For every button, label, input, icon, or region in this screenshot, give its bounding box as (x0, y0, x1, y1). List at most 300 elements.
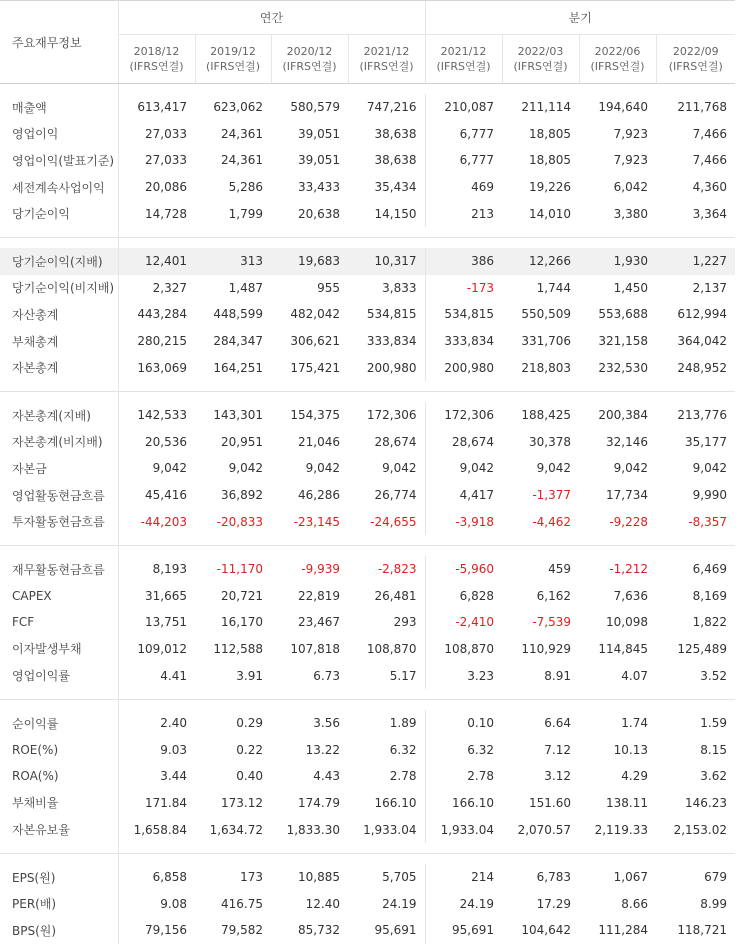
table-cell: 3,364 (692, 206, 727, 221)
table-cell: 20,638 (298, 206, 340, 221)
table-cell: 4,360 (692, 180, 727, 195)
section-spacer (0, 227, 735, 238)
table-cell: 955 (317, 280, 340, 295)
table-cell: 151.60 (529, 795, 571, 810)
table-cell: 6,828 (425, 583, 502, 610)
table-cell: 2.78 (425, 763, 502, 790)
table-cell: 623,062 (213, 100, 263, 115)
period-date: 2021/12 (440, 45, 487, 58)
table-cell: 17.29 (536, 896, 571, 911)
table-cell: 0.22 (236, 742, 263, 757)
table-cell: -173 (425, 275, 502, 302)
table-cell: 416.75 (221, 896, 263, 911)
table-cell: 143,301 (213, 408, 263, 423)
table-cell: 200,384 (598, 408, 648, 423)
table-cell: 7,466 (692, 153, 727, 168)
table-cell: 4,417 (425, 482, 502, 509)
table-cell: 22,819 (298, 588, 340, 603)
table-cell: 104,642 (521, 923, 571, 938)
period-header (195, 35, 271, 84)
table-cell: 171.84 (145, 795, 187, 810)
table-cell: 30,378 (529, 434, 571, 449)
table-row (0, 328, 735, 355)
row-label: 영업이익(발표기준) (0, 147, 118, 174)
period-date: 2020/12 (286, 45, 333, 58)
table-cell: 10.13 (613, 742, 648, 757)
row-label: ROE(%) (0, 736, 118, 763)
table-cell: 3,833 (382, 280, 417, 295)
table-cell: 3.52 (700, 668, 727, 683)
table-row (0, 816, 735, 843)
period-basis: (IFRS연결) (436, 60, 491, 73)
table-row (0, 736, 735, 763)
table-cell: 24,361 (221, 153, 263, 168)
table-cell: 27,033 (145, 153, 187, 168)
table-cell: 35,434 (374, 180, 417, 195)
table-cell: 108,870 (366, 641, 417, 656)
table-cell: -9,939 (301, 562, 340, 577)
table-cell: 31,665 (145, 588, 187, 603)
table-cell: 194,640 (598, 100, 648, 115)
table-cell: 10,885 (298, 870, 340, 885)
table-cell: 24.19 (425, 890, 502, 917)
table-row (0, 429, 735, 456)
period-basis: (IFRS연결) (668, 60, 723, 73)
table-cell: 14,728 (145, 206, 187, 221)
row-label: CAPEX (0, 583, 118, 610)
row-label: FCF (0, 609, 118, 636)
table-row (0, 763, 735, 790)
table-cell: 200,980 (425, 354, 502, 381)
table-cell: 218,803 (521, 360, 571, 375)
table-cell: 111,284 (598, 923, 648, 938)
table-row (0, 609, 735, 636)
table-cell: 580,579 (290, 100, 340, 115)
table-cell: 213 (425, 200, 502, 227)
table-cell: 213,776 (677, 408, 727, 423)
table-row (0, 121, 735, 148)
table-cell: 284,347 (213, 334, 263, 349)
section-spacer (0, 843, 735, 854)
table-cell: 482,042 (290, 307, 340, 322)
table-cell: 1,067 (613, 870, 648, 885)
table-cell: 14,010 (529, 206, 571, 221)
row-label: BPS(원) (0, 917, 118, 944)
table-cell: 232,530 (598, 360, 648, 375)
table-cell: 163,069 (137, 360, 187, 375)
table-cell: -23,145 (293, 514, 340, 529)
table-cell: -8,357 (688, 514, 727, 529)
table-cell: 2,070.57 (517, 822, 571, 837)
table-row (0, 248, 735, 275)
table-cell: 12.40 (305, 896, 340, 911)
table-row (0, 662, 735, 689)
table-row (0, 174, 735, 201)
table-cell: 448,599 (213, 307, 263, 322)
table-cell: 612,994 (677, 307, 727, 322)
table-cell: 1,799 (228, 206, 263, 221)
table-cell: 5,286 (228, 180, 263, 195)
table-cell: 1,487 (228, 280, 263, 295)
table-cell: 1,744 (536, 280, 571, 295)
table-cell: 21,046 (298, 434, 340, 449)
table-cell: 108,870 (425, 636, 502, 663)
table-cell: 9,042 (613, 461, 648, 476)
table-cell: 166.10 (425, 790, 502, 817)
table-cell: 8.66 (621, 896, 648, 911)
table-row (0, 482, 735, 509)
table-cell: 321,158 (598, 334, 648, 349)
table-cell: 1,227 (656, 248, 735, 275)
table-cell: 3.23 (425, 662, 502, 689)
section-spacer (0, 545, 735, 556)
table-cell: 27,033 (145, 126, 187, 141)
table-cell: 0.29 (236, 716, 263, 731)
table-cell: 112,588 (213, 641, 263, 656)
table-row (0, 200, 735, 227)
table-cell: 534,815 (366, 307, 417, 322)
table-cell: 12,266 (502, 248, 579, 275)
table-cell: 1,450 (613, 280, 648, 295)
period-header (579, 35, 656, 84)
table-row (0, 636, 735, 663)
table-cell: 214 (425, 864, 502, 891)
table-cell: 26,481 (374, 588, 417, 603)
row-label: ROA(%) (0, 763, 118, 790)
table-cell: 3.62 (700, 769, 727, 784)
period-date: 2022/03 (517, 45, 564, 58)
group-annual-header: 연간 (118, 1, 425, 35)
section-spacer (0, 689, 735, 700)
row-label: 이자발생부채 (0, 636, 118, 663)
table-cell: -2,410 (425, 609, 502, 636)
table-cell: 38,638 (374, 153, 417, 168)
table-cell: 1,658.84 (133, 822, 187, 837)
row-label: PER(배) (0, 890, 118, 917)
table-cell: 333,834 (366, 334, 417, 349)
table-cell: -9,228 (609, 514, 648, 529)
section-spacer (0, 699, 735, 710)
table-cell: -1,212 (609, 562, 648, 577)
row-label: 당기순이익 (0, 200, 118, 227)
table-row (0, 402, 735, 429)
row-label: 매출액 (0, 94, 118, 121)
table-cell: 85,732 (298, 923, 340, 938)
corner-label: 주요재무정보 (0, 1, 118, 84)
period-basis: (IFRS연결) (129, 60, 184, 73)
table-cell: 3,380 (613, 206, 648, 221)
table-cell: 24.19 (382, 896, 417, 911)
section-spacer (0, 535, 735, 546)
table-cell: 18,805 (529, 126, 571, 141)
table-cell: 747,216 (366, 100, 417, 115)
table-cell: 2.40 (160, 716, 187, 731)
table-cell: 18,805 (529, 153, 571, 168)
table-cell: 12,401 (118, 248, 195, 275)
table-row (0, 301, 735, 328)
table-cell: 45,416 (145, 488, 187, 503)
table-cell: 35,177 (685, 434, 727, 449)
table-cell: 2,119.33 (594, 822, 648, 837)
table-cell: 20,086 (145, 180, 187, 195)
table-cell: 20,536 (145, 434, 187, 449)
table-cell: 200,980 (366, 360, 417, 375)
table-cell: 248,952 (677, 360, 727, 375)
table-cell: 1.74 (621, 716, 648, 731)
table-cell: -11,170 (216, 562, 263, 577)
table-cell: 211,114 (521, 100, 571, 115)
table-row (0, 275, 735, 302)
table-cell: 7.12 (544, 742, 571, 757)
table-row (0, 147, 735, 174)
period-basis: (IFRS연결) (513, 60, 568, 73)
table-cell: 154,375 (290, 408, 340, 423)
table-cell: -7,539 (532, 615, 571, 630)
period-basis: (IFRS연결) (282, 60, 337, 73)
row-label: EPS(원) (0, 864, 118, 891)
table-row (0, 710, 735, 737)
table-cell: 6,042 (613, 180, 648, 195)
table-cell: -44,203 (140, 514, 187, 529)
table-cell: 23,467 (298, 615, 340, 630)
table-row (0, 354, 735, 381)
row-label: 당기순이익(비지배) (0, 275, 118, 302)
table-cell: 9.03 (160, 742, 187, 757)
table-cell: 5,705 (382, 870, 417, 885)
table-cell: -24,655 (370, 514, 417, 529)
table-cell: 8,169 (692, 588, 727, 603)
table-cell: 9,042 (692, 461, 727, 476)
table-cell: 32,146 (606, 434, 648, 449)
table-cell: 13,751 (145, 615, 187, 630)
period-date: 2022/06 (594, 45, 641, 58)
period-date: 2018/12 (133, 45, 180, 58)
table-cell: 24,361 (221, 126, 263, 141)
table-cell: 0.10 (425, 710, 502, 737)
table-cell: 9,042 (152, 461, 187, 476)
period-date: 2019/12 (210, 45, 256, 58)
table-cell: 3.12 (544, 769, 571, 784)
period-header (656, 35, 735, 84)
table-cell: 211,768 (677, 100, 727, 115)
table-cell: 1,933.04 (363, 822, 417, 837)
table-cell: 6,783 (536, 870, 571, 885)
table-cell: 39,051 (298, 153, 340, 168)
table-cell: 2,137 (692, 280, 727, 295)
table-cell: 36,892 (221, 488, 263, 503)
table-cell: 175,421 (290, 360, 340, 375)
table-cell: 28,674 (374, 434, 417, 449)
table-cell: 550,509 (521, 307, 571, 322)
section-spacer (0, 853, 735, 864)
table-cell: 364,042 (677, 334, 727, 349)
table-cell: 8,193 (152, 562, 187, 577)
table-cell: 9,042 (305, 461, 340, 476)
table-cell: -5,960 (425, 556, 502, 583)
table-cell: 2,327 (152, 280, 187, 295)
row-label: 자본총계(비지배) (0, 429, 118, 456)
table-cell: 6,162 (536, 588, 571, 603)
table-cell: 95,691 (425, 917, 502, 944)
table-cell: 125,489 (677, 641, 727, 656)
table-cell: 333,834 (425, 328, 502, 355)
table-cell: 142,533 (137, 408, 187, 423)
table-cell: 10,098 (606, 615, 648, 630)
section-spacer (0, 84, 735, 95)
table-row (0, 455, 735, 482)
table-cell: 46,286 (298, 488, 340, 503)
table-cell: 8.91 (544, 668, 571, 683)
table-cell: 20,951 (221, 434, 263, 449)
table-cell: 7,923 (613, 153, 648, 168)
table-cell: 166.10 (374, 795, 417, 810)
table-cell: 1.89 (389, 716, 417, 731)
table-cell: 9,990 (692, 488, 727, 503)
table-cell: 110,929 (521, 641, 571, 656)
table-cell: 9,042 (228, 461, 263, 476)
table-cell: 9,042 (425, 455, 502, 482)
table-cell: 19,226 (529, 180, 571, 195)
table-cell: 210,087 (425, 94, 502, 121)
table-cell: 173 (240, 870, 263, 885)
table-cell: 138.11 (606, 795, 648, 810)
row-label: 부채총계 (0, 328, 118, 355)
table-cell: 146.23 (685, 795, 727, 810)
table-cell: 107,818 (290, 641, 340, 656)
table-cell: 79,156 (145, 923, 187, 938)
row-label: 자본총계 (0, 354, 118, 381)
table-cell: 13.22 (305, 742, 340, 757)
row-label: 자본총계(지배) (0, 402, 118, 429)
period-basis: (IFRS연결) (205, 60, 261, 73)
period-header (271, 35, 348, 84)
table-row (0, 556, 735, 583)
row-label: 자산총계 (0, 301, 118, 328)
row-label: 자본금 (0, 455, 118, 482)
table-cell: 1,930 (579, 248, 656, 275)
table-cell: 164,251 (213, 360, 263, 375)
table-cell: 9.08 (160, 896, 187, 911)
table-cell: 1,933.04 (425, 816, 502, 843)
table-cell: 1,822 (692, 615, 727, 630)
table-cell: 5.17 (389, 668, 417, 683)
table-cell: 3.91 (236, 668, 263, 683)
table-cell: 14,150 (374, 206, 417, 221)
table-cell: 6,858 (152, 870, 187, 885)
row-label: 투자활동현금흐름 (0, 508, 118, 535)
table-cell: 469 (425, 174, 502, 201)
table-cell: 7,923 (613, 126, 648, 141)
row-label: 부채비율 (0, 790, 118, 817)
period-header (502, 35, 579, 84)
row-label: 세전계속사업이익 (0, 174, 118, 201)
table-cell: 331,706 (521, 334, 571, 349)
table-cell: 553,688 (598, 307, 648, 322)
table-cell: 28,674 (425, 429, 502, 456)
table-cell: 613,417 (137, 100, 187, 115)
table-cell: -4,462 (532, 514, 571, 529)
table-cell: 459 (548, 562, 571, 577)
table-cell: 3.56 (313, 716, 340, 731)
table-cell: 4.43 (313, 769, 340, 784)
table-row (0, 94, 735, 121)
table-row (0, 864, 735, 891)
table-cell: 38,638 (374, 126, 417, 141)
row-label: 영업이익률 (0, 662, 118, 689)
table-cell: 95,691 (374, 923, 417, 938)
financial-rows (0, 84, 735, 944)
table-cell: 1,833.30 (286, 822, 340, 837)
table-cell: 4.07 (621, 668, 648, 683)
table-cell: 679 (704, 870, 727, 885)
table-cell: 9,042 (382, 461, 417, 476)
period-header (118, 35, 195, 84)
table-cell: 6,777 (425, 147, 502, 174)
table-cell: 6.32 (425, 736, 502, 763)
table-cell: 534,815 (425, 301, 502, 328)
table-cell: 172,306 (425, 402, 502, 429)
section-spacer (0, 237, 735, 248)
section-spacer (0, 391, 735, 402)
table-cell: 118,721 (677, 923, 727, 938)
period-header (348, 35, 425, 84)
table-cell: 10,317 (348, 248, 425, 275)
table-cell: 39,051 (298, 126, 340, 141)
table-cell: 306,621 (290, 334, 340, 349)
table-cell: 8.99 (700, 896, 727, 911)
table-cell: 33,433 (298, 180, 340, 195)
table-cell: 172,306 (366, 408, 417, 423)
row-label: 영업이익 (0, 121, 118, 148)
period-date: 2021/12 (363, 45, 410, 58)
period-basis: (IFRS연결) (359, 60, 414, 73)
table-cell: 4.41 (160, 668, 187, 683)
table-cell: 174.79 (298, 795, 340, 810)
row-label: 재무활동현금흐름 (0, 556, 118, 583)
table-row (0, 508, 735, 535)
table-cell: 26,774 (374, 488, 417, 503)
table-cell: 1.59 (700, 716, 727, 731)
table-cell: -3,918 (425, 508, 502, 535)
table-row (0, 890, 735, 917)
table-cell: 0.40 (236, 769, 263, 784)
table-cell: 7,466 (692, 126, 727, 141)
table-cell: 9,042 (536, 461, 571, 476)
table-cell: 6.73 (313, 668, 340, 683)
table-cell: 114,845 (598, 641, 648, 656)
table-cell: 6,777 (425, 121, 502, 148)
table-cell: 109,012 (137, 641, 187, 656)
table-cell: 79,582 (221, 923, 263, 938)
table-cell: 2.78 (389, 769, 417, 784)
table-cell: -2,823 (377, 562, 417, 577)
section-spacer (0, 381, 735, 392)
table-cell: 443,284 (137, 307, 187, 322)
table-cell: 4.29 (621, 769, 648, 784)
table-cell: 280,215 (137, 334, 187, 349)
table-cell: 1,634.72 (209, 822, 263, 837)
table-cell: 2,153.02 (673, 822, 727, 837)
row-label: 자본유보율 (0, 816, 118, 843)
table-cell: 20,721 (221, 588, 263, 603)
period-basis: (IFRS연결) (590, 60, 645, 73)
table-row (0, 917, 735, 944)
row-label: 당기순이익(지배) (0, 248, 118, 275)
table-row (0, 583, 735, 610)
group-quarter-header: 분기 (425, 1, 735, 35)
table-cell: 3.44 (160, 769, 187, 784)
row-label: 순이익률 (0, 710, 118, 737)
